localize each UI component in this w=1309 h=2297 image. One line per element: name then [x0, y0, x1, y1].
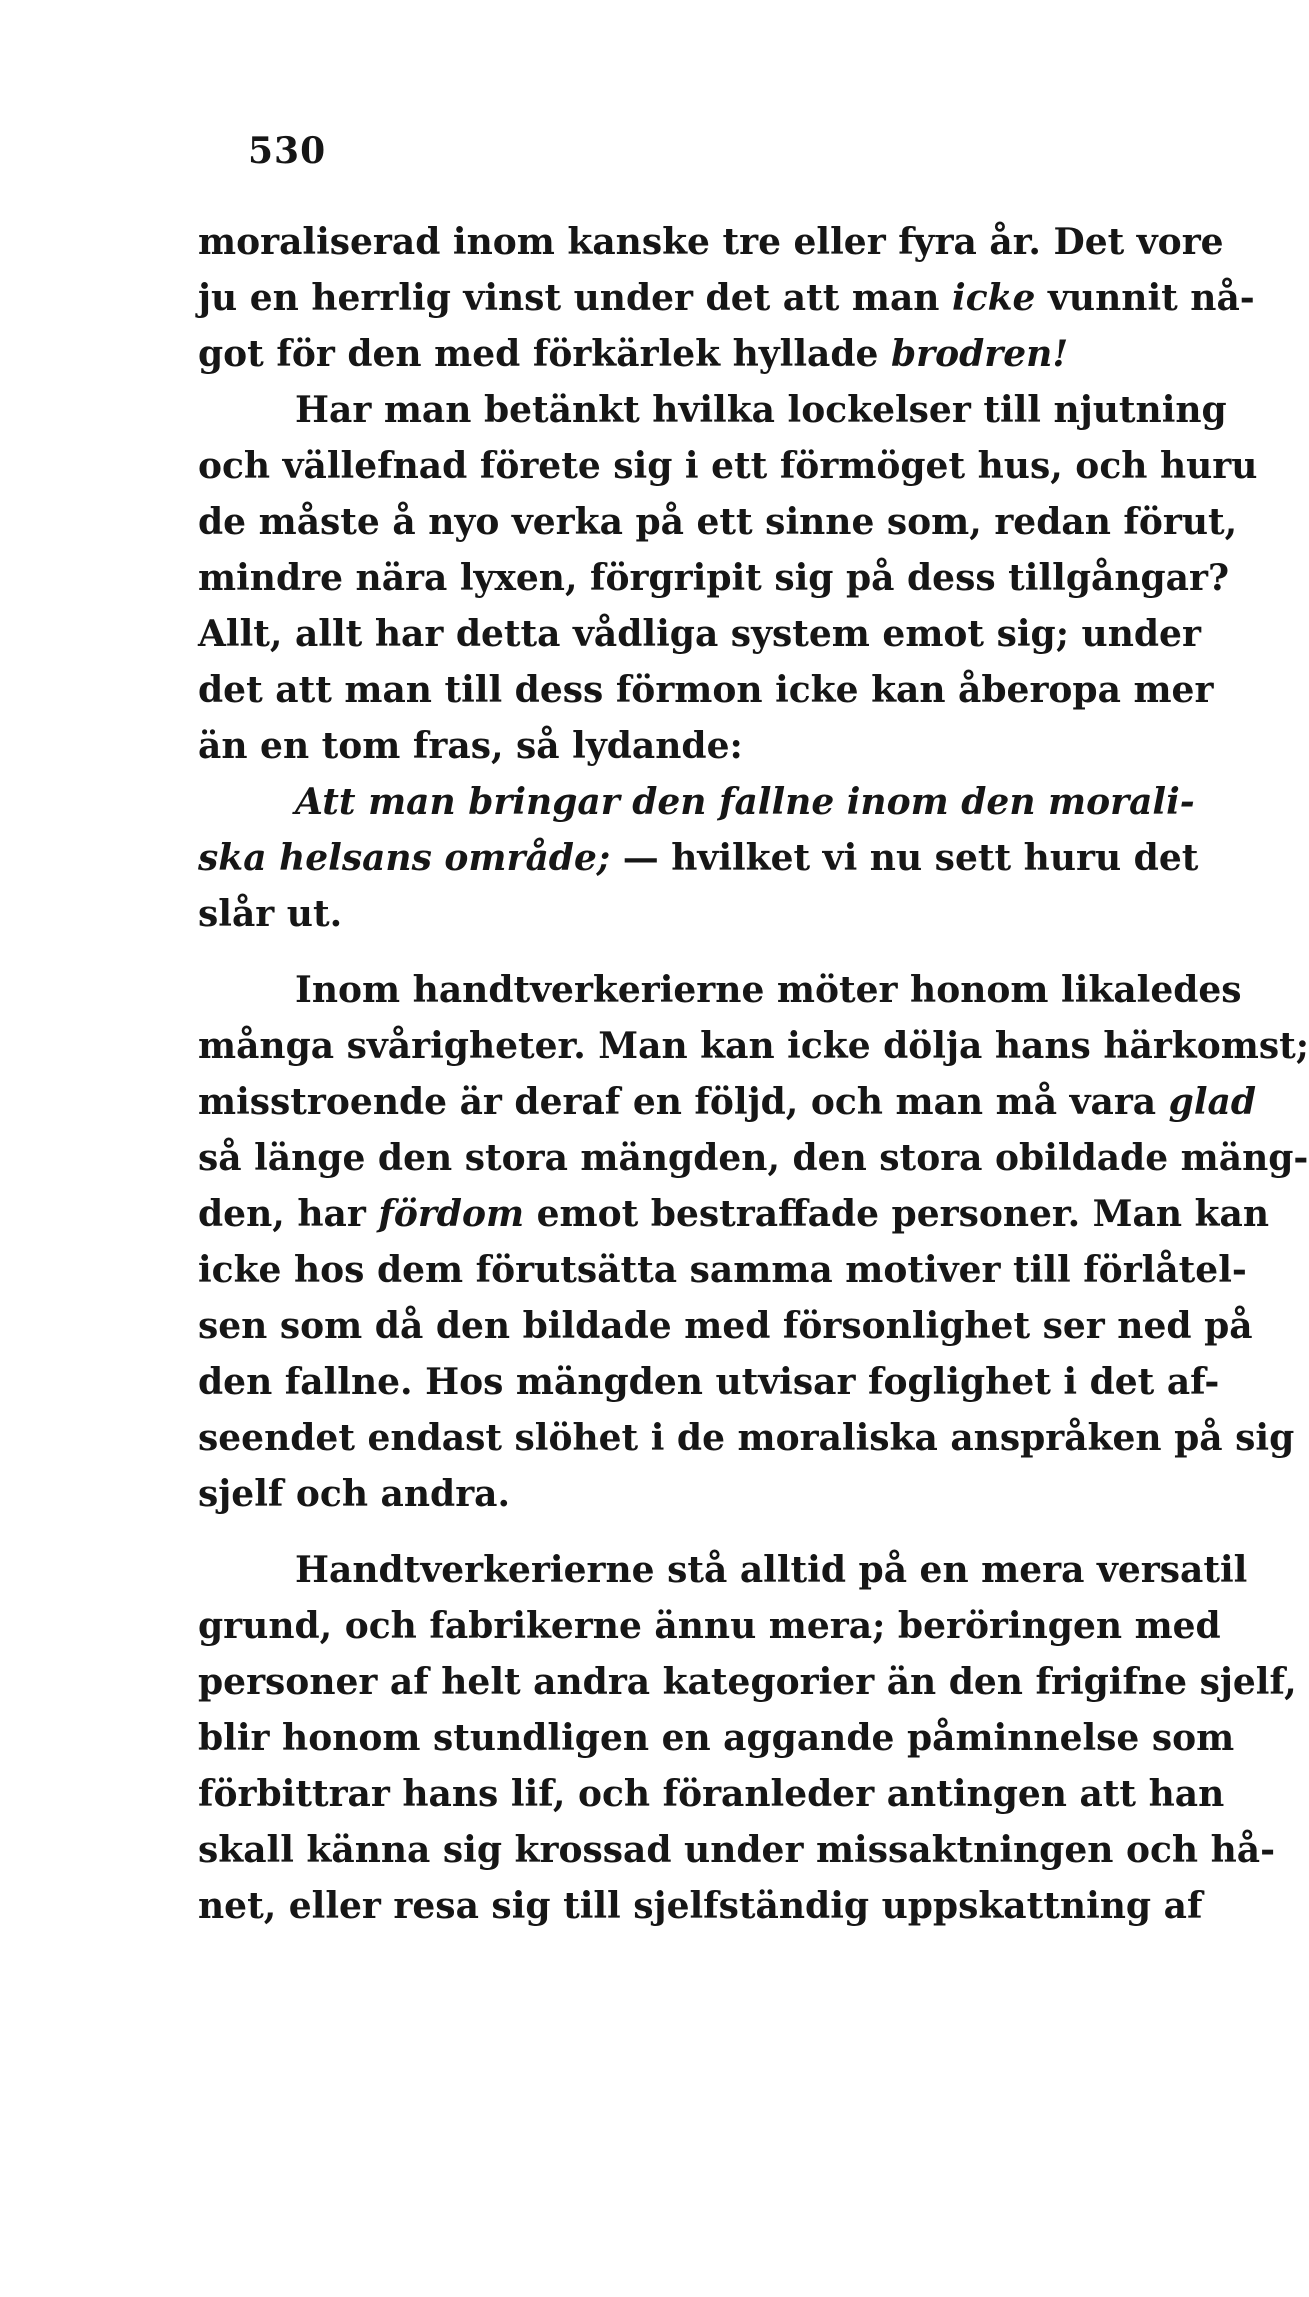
text-line [198, 1878, 1203, 1934]
text-run: många svårigheter. Man kan icke dölja hans härkomst; [198, 1025, 1309, 1067]
text-run: Handtverkerierne stå alltid på en mera versatil [295, 1549, 1248, 1591]
text-line [198, 1542, 1248, 1598]
text-line [198, 1298, 1253, 1354]
italic-text: icke [952, 277, 1036, 319]
paragraph [198, 214, 1255, 382]
text-line [198, 1074, 1257, 1130]
text-run: skall känna sig krossad under missaktningen och hå- [198, 1829, 1276, 1871]
text-line [198, 1018, 1309, 1074]
text-line [198, 830, 1199, 886]
text-line [198, 1654, 1297, 1710]
italic-text: fördom [378, 1193, 525, 1235]
text-run: emot bestraffade personer. Man kan [524, 1193, 1269, 1235]
text-run: den fallne. Hos mängden utvisar foglighet i det af- [198, 1361, 1220, 1403]
text-run: mindre nära lyxen, förgripit sig på dess tillgångar? [198, 557, 1230, 599]
text-run: så länge den stora mängden, den stora obildade mäng- [198, 1137, 1309, 1179]
text-run: sen som då den bildade med försonlighet ser ned på [198, 1305, 1253, 1347]
text-run: Allt, allt har detta vådliga system emot sig; under [198, 613, 1201, 655]
text-run: slår ut. [198, 893, 343, 935]
text-run: vunnit nå- [1035, 277, 1255, 319]
italic-text: brodren! [890, 333, 1069, 375]
text-run: det att man till dess förmon icke kan åberopa mer [198, 669, 1214, 711]
text-line [198, 1242, 1247, 1298]
text-run: moraliserad inom kanske tre eller fyra år. Det vore [198, 221, 1224, 263]
italic-text: glad [1168, 1081, 1257, 1123]
text-run: — hvilket vi nu sett huru det [610, 837, 1199, 879]
text-run: ju en herrlig vinst under det att man [198, 277, 953, 319]
text-line [198, 438, 1258, 494]
text-run: icke hos dem förutsätta samma motiver till förlåtel- [198, 1249, 1247, 1291]
page-number: 530 [248, 130, 327, 172]
text-run: got för den med förkärlek hyllade [198, 333, 891, 375]
paragraph [198, 962, 1309, 1522]
text-run: misstroende är deraf en följd, och man må vara [198, 1081, 1169, 1123]
text-line [198, 886, 1182, 942]
text-line [198, 1598, 1221, 1654]
text-line [198, 606, 1201, 662]
text-line [198, 662, 1214, 718]
text-line [198, 774, 1195, 830]
text-line [198, 494, 1238, 550]
paragraph [198, 774, 1199, 942]
text-line [198, 1466, 1182, 1522]
text-line [198, 1186, 1269, 1242]
text-line [198, 1410, 1295, 1466]
text-line [198, 214, 1224, 270]
text-run: Har man betänkt hvilka lockelser till njutning [295, 389, 1227, 431]
text-run: den, har [198, 1193, 379, 1235]
paragraph-gap [198, 1522, 1182, 1542]
paragraph [198, 1542, 1297, 1934]
text-run: net, eller resa sig till sjelfständig uppskattning af [198, 1885, 1203, 1927]
italic-text: Att man bringar den fallne inom den morali- [295, 781, 1195, 823]
text-run: än en tom fras, så lydande: [198, 725, 743, 767]
text-line [198, 1130, 1309, 1186]
text-run: förbittrar hans lif, och föranleder antingen att han [198, 1773, 1225, 1815]
text-line [198, 718, 1182, 774]
text-line [198, 326, 1182, 382]
body-text [198, 214, 1309, 1934]
text-run: Inom handtverkerierne möter honom likaledes [295, 969, 1242, 1011]
text-run: grund, och fabrikerne ännu mera; beröringen med [198, 1605, 1221, 1647]
text-run: sjelf och andra. [198, 1473, 511, 1515]
text-line [198, 1822, 1276, 1878]
text-run: blir honom stundligen en aggande påminnelse som [198, 1717, 1235, 1759]
text-line [198, 1710, 1235, 1766]
text-line [198, 1766, 1225, 1822]
text-line [198, 1354, 1220, 1410]
text-line [198, 382, 1227, 438]
text-run: seendet endast slöhet i de moraliska anspråken på sig [198, 1417, 1295, 1459]
text-line [198, 550, 1230, 606]
text-line [198, 270, 1255, 326]
text-line [198, 962, 1242, 1018]
paragraph-gap [198, 942, 1182, 962]
text-run: de måste å nyo verka på ett sinne som, redan förut, [198, 501, 1238, 543]
text-run: och vällefnad förete sig i ett förmöget hus, och huru [198, 445, 1258, 487]
paragraph [198, 382, 1258, 774]
italic-text: ska helsans område; [198, 837, 611, 879]
text-run: personer af helt andra kategorier än den frigifne sjelf, [198, 1661, 1297, 1703]
